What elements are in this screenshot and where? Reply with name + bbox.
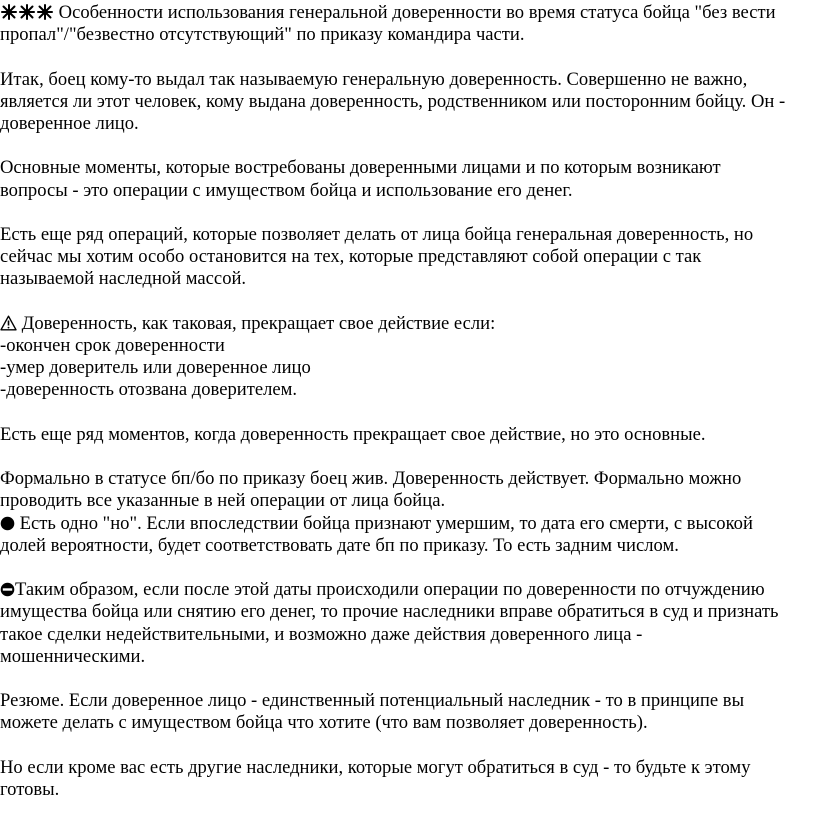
consequence-paragraph bbox=[0, 579, 812, 668]
text-line: сейчас мы хотим особо остановится на тех, которые представляют собой операции с так bbox=[0, 246, 702, 268]
text-line: Резюме. Если доверенное лицо - единственный потенциальный наследник - то в принципе вы bbox=[0, 690, 745, 712]
burst-icon bbox=[0, 4, 18, 20]
termination-heading-text: Доверенность, как таковая, прекращает свое действие если: bbox=[21, 312, 496, 334]
text-line: проводить все указанные в ней операции от лица бойца. bbox=[0, 490, 446, 512]
consequence-text-line-1: Таким образом, если после этой даты происходили операции по доверенности по отчуждению bbox=[15, 579, 765, 601]
text-line: является ли этот человек, кому выдана доверенность, родственником или посторонним бойцу. Он - bbox=[0, 90, 786, 112]
warning-icon bbox=[0, 315, 17, 331]
text-line: Формально в статусе бп/бо по приказу боец жив. Доверенность действует. Формально можно bbox=[0, 468, 742, 490]
text-line: Основные моменты, которые востребованы доверенными лицами и по которым возникают bbox=[0, 157, 721, 179]
consequence-line-1 bbox=[0, 579, 812, 601]
minus-circle-icon bbox=[0, 582, 15, 597]
list-item: -доверенность отозвана доверителем. bbox=[0, 379, 298, 401]
text-line: Есть еще ряд операций, которые позволяет делать от лица бойца генеральная доверенность, но bbox=[0, 223, 754, 245]
title-line-2: пропал"/"безвестно отсутствующий" по приказу командира части. bbox=[0, 24, 525, 46]
text-line: имущества бойца или снятию его денег, то прочие наследники вправе обратиться в суд и признать bbox=[0, 601, 779, 623]
operations-paragraph bbox=[0, 224, 812, 291]
text-line: готовы. bbox=[0, 778, 60, 800]
text-line: долей вероятности, будет соответствовать дате бп по приказу. То есть задним числом. bbox=[0, 534, 679, 556]
warning-paragraph bbox=[0, 757, 812, 801]
summary-paragraph bbox=[0, 690, 812, 734]
termination-heading bbox=[0, 313, 812, 335]
title-line-1 bbox=[0, 2, 812, 24]
termination-list bbox=[0, 313, 812, 402]
text-line: Есть еще ряд моментов, когда доверенность прекращает свое действие, но это основные. bbox=[0, 423, 706, 445]
but-paragraph bbox=[0, 513, 812, 557]
formal-status-paragraph bbox=[0, 468, 812, 512]
text-line: доверенное лицо. bbox=[0, 113, 139, 134]
text-line: вопросы - это операции с имуществом бойца и использование его денег. bbox=[0, 179, 573, 201]
text-line: такое сделки недействительными, и возможно даже действия доверенного лица - bbox=[0, 623, 643, 645]
text-line: Но если кроме вас есть другие наследники, которые могут обратиться в суд - то будьте к этому bbox=[0, 756, 751, 778]
but-text-line-1: Есть одно "но". Если впоследствии бойца признают умершим, то дата его смерти, с высокой bbox=[19, 512, 753, 534]
title-paragraph bbox=[0, 2, 812, 46]
text-line: можете делать с имуществом бойца что хотите (что вам позволяет доверенность). bbox=[0, 712, 648, 734]
list-item: -умер доверитель или доверенное лицо bbox=[0, 357, 311, 379]
burst-icon bbox=[18, 4, 36, 20]
main-points-paragraph bbox=[0, 157, 812, 201]
but-line-1 bbox=[0, 513, 812, 535]
title-text-line-1: Особенности использования генеральной доверенности во время статуса бойца "без вести bbox=[58, 2, 776, 23]
text-line: называемой наследной массой. bbox=[0, 268, 247, 290]
other-moments-paragraph bbox=[0, 424, 812, 446]
document-body bbox=[0, 2, 812, 801]
text-line: мошенническими. bbox=[0, 645, 146, 667]
text-line: Итак, боец кому-то выдал так называемую генеральную доверенность. Совершенно не важно, bbox=[0, 68, 748, 90]
bullet-circle-icon bbox=[0, 516, 15, 531]
list-item: -окончен срок доверенности bbox=[0, 334, 225, 356]
burst-icon bbox=[36, 4, 54, 20]
intro-paragraph bbox=[0, 69, 812, 136]
